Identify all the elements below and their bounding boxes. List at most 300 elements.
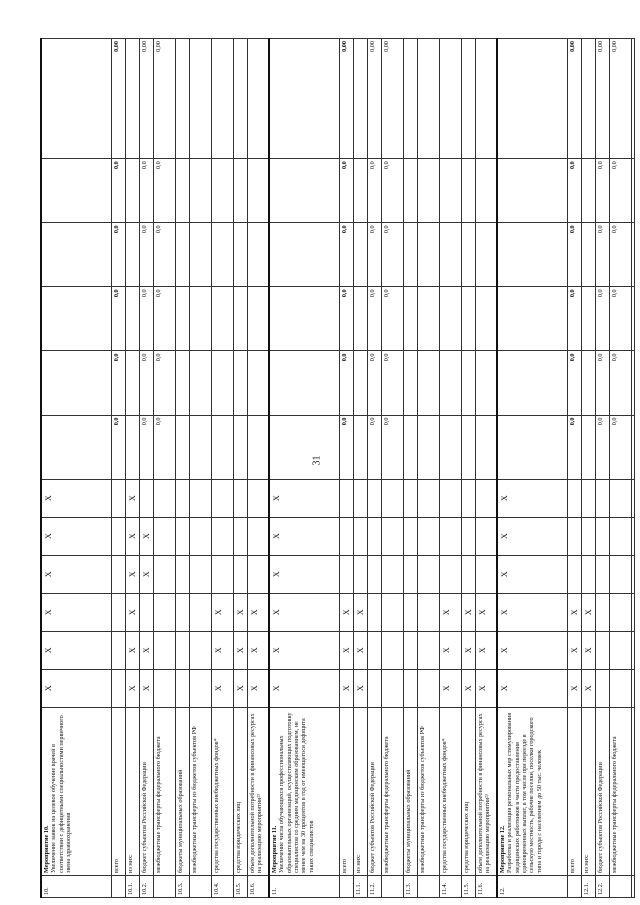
x-mark-cell: X (269, 631, 339, 669)
value-cell (189, 159, 211, 223)
total-value-cell (353, 39, 367, 159)
x-mark-cell: X (497, 555, 567, 593)
budget-table (40, 38, 635, 898)
total-value-cell (417, 39, 439, 159)
x-mark-cell (567, 517, 581, 555)
table-row (353, 39, 367, 898)
value-cell (353, 223, 367, 287)
table-row (139, 39, 153, 898)
total-value-cell (125, 39, 139, 159)
value-cell: 0,0 (567, 287, 581, 351)
x-mark-cell (233, 517, 247, 555)
x-mark-cell (609, 517, 631, 555)
row-description (595, 707, 609, 875)
value-cell: 0,0 (367, 287, 381, 351)
value-cell (417, 223, 439, 287)
value-cell: 0,0 (381, 159, 403, 223)
x-mark-cell (609, 669, 631, 707)
value-cell: 0,0 (567, 415, 581, 479)
row-number: 11.1. (353, 875, 367, 897)
value-cell (247, 351, 269, 415)
value-cell (417, 351, 439, 415)
value-cell (189, 351, 211, 415)
x-mark-cell (111, 631, 125, 669)
table-row (189, 39, 211, 898)
x-mark-cell (403, 517, 417, 555)
value-cell: 0,0 (153, 351, 175, 415)
row-number (339, 875, 353, 897)
row-description (439, 707, 461, 875)
empty-cell (631, 223, 634, 287)
value-cell (475, 287, 497, 351)
x-mark-cell: X (125, 669, 139, 707)
x-mark-cell (211, 517, 233, 555)
value-cell (403, 287, 417, 351)
x-mark-cell (417, 517, 439, 555)
table-row (247, 39, 269, 898)
total-value-cell: 0,00 (595, 39, 609, 159)
value-cell (461, 415, 475, 479)
value-cell: 0,0 (339, 223, 353, 287)
empty-cell (631, 707, 634, 875)
value-cell (403, 223, 417, 287)
total-value-cell (247, 39, 269, 159)
total-value-cell (233, 39, 247, 159)
x-mark-cell (189, 669, 211, 707)
value-cell: 0,0 (153, 159, 175, 223)
value-cell (189, 223, 211, 287)
x-mark-cell (595, 517, 609, 555)
row-number: 11.3. (403, 875, 417, 897)
x-mark-cell: X (567, 593, 581, 631)
x-mark-cell: X (211, 593, 233, 631)
measure-text: Разработка и реализация региональных мер стимулирования медицинских работников в части предоставления единовременных выплат, в том числе при переезде в сельскую местность, рабочие поселки, поселки городского типа и города с населением до 50 тыс. человек (506, 712, 543, 873)
value-cell (175, 415, 189, 479)
total-value-cell: 0,00 (367, 39, 381, 159)
x-mark-cell: X (41, 517, 111, 555)
value-cell (189, 287, 211, 351)
x-mark-cell (475, 517, 497, 555)
x-mark-cell (367, 555, 381, 593)
x-mark-cell (189, 517, 211, 555)
table-row (367, 39, 381, 898)
x-mark-cell: X (581, 669, 595, 707)
x-mark-cell (417, 631, 439, 669)
x-mark-cell (111, 669, 125, 707)
table-row (211, 39, 233, 898)
row-number (381, 875, 403, 897)
x-mark-cell: X (41, 593, 111, 631)
row-number: 12.1. (581, 875, 595, 897)
x-mark-cell (381, 555, 403, 593)
value-cell (353, 159, 367, 223)
value-cell (211, 351, 233, 415)
value-cell (403, 159, 417, 223)
measure-text: бюджеты муниципальных образований (176, 769, 184, 873)
value-cell (269, 351, 339, 415)
x-mark-cell (247, 517, 269, 555)
x-mark-cell (353, 555, 367, 593)
x-mark-cell (189, 555, 211, 593)
measure-text: средства государственных внебюджетных фондов* (212, 738, 220, 873)
value-cell (439, 351, 461, 415)
measure-text: бюджет субъектов Российской Федерации (140, 762, 148, 873)
value-cell: 0,0 (153, 287, 175, 351)
x-mark-cell: X (233, 593, 247, 631)
x-mark-cell (567, 555, 581, 593)
x-mark-cell: X (339, 631, 353, 669)
value-cell (125, 223, 139, 287)
value-cell (125, 159, 139, 223)
x-mark-cell (595, 593, 609, 631)
value-cell (417, 287, 439, 351)
x-mark-cell (417, 555, 439, 593)
row-number: 10.6. (247, 875, 269, 897)
row-description (211, 707, 233, 875)
x-mark-cell (175, 479, 189, 517)
value-cell (497, 351, 567, 415)
x-mark-cell (367, 631, 381, 669)
x-mark-cell: X (439, 593, 461, 631)
table-row (439, 39, 461, 898)
x-mark-cell (595, 669, 609, 707)
value-cell: 0,0 (111, 223, 125, 287)
value-cell (475, 159, 497, 223)
row-description (567, 707, 581, 875)
value-cell: 0,0 (367, 223, 381, 287)
value-cell (581, 223, 595, 287)
measure-text: Увеличение числа обучающихся профессиональных образовательных организаций, осуществляющих подготовку специалистов со средним медицинским образованием, не менее чем на 30 процентов в год от имеющегося дефицита таких специалистов (278, 712, 315, 873)
x-mark-cell (595, 555, 609, 593)
x-mark-cell (247, 555, 269, 593)
value-cell (233, 415, 247, 479)
table-row (125, 39, 139, 898)
row-description (403, 707, 417, 875)
value-cell: 0,0 (609, 287, 631, 351)
row-description (175, 707, 189, 875)
x-mark-cell (111, 593, 125, 631)
table-row (581, 39, 595, 898)
value-cell (247, 223, 269, 287)
measure-text: всего (340, 859, 348, 873)
value-cell (403, 351, 417, 415)
x-mark-cell (175, 631, 189, 669)
row-description (339, 707, 353, 875)
value-cell (247, 415, 269, 479)
x-mark-cell (111, 555, 125, 593)
row-number: 10.1. (125, 875, 139, 897)
table-row (153, 39, 175, 898)
table-row (567, 39, 581, 898)
measure-text: бюджет субъектов Российской Федерации (368, 762, 376, 873)
value-cell (439, 415, 461, 479)
x-mark-cell: X (41, 631, 111, 669)
measure-text: всего (568, 859, 576, 873)
row-number (111, 875, 125, 897)
row-description (417, 707, 439, 875)
x-mark-cell: X (269, 593, 339, 631)
row-description (461, 707, 475, 875)
value-cell (353, 351, 367, 415)
x-mark-cell (111, 517, 125, 555)
value-cell (403, 415, 417, 479)
row-number (417, 875, 439, 897)
row-description (247, 707, 269, 875)
x-mark-cell: X (41, 479, 111, 517)
x-mark-cell (153, 479, 175, 517)
x-mark-cell (153, 555, 175, 593)
x-mark-cell: X (247, 669, 269, 707)
value-cell: 0,0 (339, 159, 353, 223)
x-mark-cell (153, 517, 175, 555)
value-cell (211, 415, 233, 479)
value-cell: 0,0 (111, 287, 125, 351)
x-mark-cell: X (211, 669, 233, 707)
value-cell (461, 287, 475, 351)
x-mark-cell (609, 593, 631, 631)
value-cell: 0,0 (339, 351, 353, 415)
row-number: 11.5. (461, 875, 475, 897)
filler-row (631, 39, 634, 898)
table-row (339, 39, 353, 898)
x-mark-cell (153, 669, 175, 707)
row-number: 11. (269, 875, 339, 897)
x-mark-cell: X (139, 631, 153, 669)
x-mark-cell: X (567, 669, 581, 707)
x-mark-cell: X (475, 593, 497, 631)
x-mark-cell: X (567, 631, 581, 669)
value-cell: 0,0 (153, 415, 175, 479)
x-mark-cell: X (439, 631, 461, 669)
measure-text: из них: (582, 854, 590, 873)
x-mark-cell (609, 555, 631, 593)
x-mark-cell: X (125, 593, 139, 631)
measure-text: объем дополнительной потребности в финансовых ресурсах на реализацию мероприятия²³ (476, 713, 491, 873)
value-cell (417, 415, 439, 479)
total-value-cell (211, 39, 233, 159)
x-mark-cell: X (461, 593, 475, 631)
x-mark-cell (339, 517, 353, 555)
row-number: 10.2. (139, 875, 153, 897)
value-cell (497, 159, 567, 223)
value-cell: 0,0 (609, 159, 631, 223)
x-mark-cell (403, 631, 417, 669)
measure-title: Мероприятие 11. (271, 825, 278, 873)
value-cell (461, 351, 475, 415)
measure-title: Мероприятие 10. (43, 825, 50, 873)
row-number: 10.5. (233, 875, 247, 897)
row-number (567, 875, 581, 897)
x-mark-cell (461, 517, 475, 555)
x-mark-cell: X (233, 631, 247, 669)
x-mark-cell (403, 479, 417, 517)
x-mark-cell (581, 517, 595, 555)
measure-text: из них: (126, 854, 134, 873)
measure-text: средства юридических лиц (234, 801, 242, 873)
x-mark-cell: X (125, 631, 139, 669)
x-mark-cell (581, 479, 595, 517)
table-row (461, 39, 475, 898)
x-mark-cell (609, 479, 631, 517)
x-mark-cell (567, 479, 581, 517)
row-description (609, 707, 631, 875)
empty-cell (631, 351, 634, 415)
x-mark-cell (175, 593, 189, 631)
value-cell (269, 415, 339, 479)
row-description (125, 707, 139, 875)
x-mark-cell (367, 517, 381, 555)
value-cell: 0,0 (609, 415, 631, 479)
row-number: 10.4. (211, 875, 233, 897)
value-cell (41, 415, 111, 479)
measure-text: Увеличение заявок на целевое обучение врачей в соответствии с дефицитными специальностями первичного звена здравоохранения (50, 715, 72, 873)
x-mark-cell (475, 555, 497, 593)
value-cell: 0,0 (381, 287, 403, 351)
x-mark-cell: X (339, 669, 353, 707)
x-mark-cell: X (233, 669, 247, 707)
x-mark-cell (111, 479, 125, 517)
value-cell: 0,0 (367, 415, 381, 479)
value-cell (247, 287, 269, 351)
value-cell (125, 287, 139, 351)
row-number (609, 875, 631, 897)
x-mark-cell (595, 479, 609, 517)
value-cell (233, 223, 247, 287)
value-cell: 0,0 (381, 351, 403, 415)
x-mark-cell: X (339, 593, 353, 631)
row-description (153, 707, 175, 875)
x-mark-cell (153, 631, 175, 669)
x-mark-cell: X (125, 517, 139, 555)
empty-cell (631, 415, 634, 479)
x-mark-cell (175, 517, 189, 555)
value-cell: 0,0 (381, 223, 403, 287)
value-cell: 0,0 (381, 415, 403, 479)
row-number: 12. (497, 875, 567, 897)
row-description (475, 707, 497, 875)
measure-text: бюджет субъектов Российской Федерации (596, 762, 604, 873)
x-mark-cell (233, 479, 247, 517)
x-mark-cell (403, 669, 417, 707)
empty-cell (631, 517, 634, 555)
x-mark-cell: X (125, 479, 139, 517)
x-mark-cell: X (41, 555, 111, 593)
x-mark-cell: X (497, 593, 567, 631)
x-mark-cell: X (581, 593, 595, 631)
x-mark-cell: X (269, 479, 339, 517)
value-cell: 0,0 (595, 223, 609, 287)
row-number: 11.4. (439, 875, 461, 897)
x-mark-cell: X (461, 631, 475, 669)
row-description (269, 707, 339, 875)
x-mark-cell (439, 555, 461, 593)
x-mark-cell (367, 479, 381, 517)
value-cell (41, 159, 111, 223)
rotated-table-frame (40, 38, 618, 898)
measure-text: межбюджетные трансферты из бюджетов субъектов РФ (190, 726, 198, 873)
x-mark-cell (439, 517, 461, 555)
value-cell: 0,0 (153, 223, 175, 287)
x-mark-cell (189, 479, 211, 517)
x-mark-cell: X (475, 669, 497, 707)
value-cell (581, 351, 595, 415)
row-description (139, 707, 153, 875)
x-mark-cell (233, 555, 247, 593)
measure-text: объем дополнительной потребности в финансовых ресурсах на реализацию мероприятия²³ (248, 713, 263, 873)
table-row (497, 39, 567, 898)
table-row (233, 39, 247, 898)
x-mark-cell (211, 555, 233, 593)
value-cell: 0,0 (367, 351, 381, 415)
value-cell (175, 287, 189, 351)
value-cell (211, 223, 233, 287)
value-cell: 0,0 (567, 351, 581, 415)
row-description (189, 707, 211, 875)
row-description (41, 707, 111, 875)
total-value-cell: 0,00 (567, 39, 581, 159)
value-cell: 0,0 (567, 159, 581, 223)
value-cell (125, 415, 139, 479)
value-cell (175, 351, 189, 415)
x-mark-cell (381, 593, 403, 631)
empty-cell (631, 631, 634, 669)
value-cell (475, 351, 497, 415)
total-value-cell (439, 39, 461, 159)
value-cell (211, 159, 233, 223)
x-mark-cell (175, 555, 189, 593)
x-mark-cell: X (41, 669, 111, 707)
empty-cell (631, 479, 634, 517)
value-cell (439, 223, 461, 287)
measure-text: всего (112, 859, 120, 873)
table-row (111, 39, 125, 898)
value-cell (475, 223, 497, 287)
value-cell: 0,0 (595, 159, 609, 223)
table-row (41, 39, 111, 898)
table-row (475, 39, 497, 898)
x-mark-cell (475, 479, 497, 517)
value-cell (269, 223, 339, 287)
value-cell (175, 159, 189, 223)
x-mark-cell: X (139, 555, 153, 593)
value-cell (497, 415, 567, 479)
row-number: 10.3. (175, 875, 189, 897)
value-cell: 0,0 (139, 415, 153, 479)
x-mark-cell: X (211, 631, 233, 669)
value-cell (581, 159, 595, 223)
value-cell: 0,0 (595, 415, 609, 479)
x-mark-cell (339, 479, 353, 517)
x-mark-cell: X (497, 669, 567, 707)
empty-cell (631, 159, 634, 223)
value-cell (125, 351, 139, 415)
total-value-cell (581, 39, 595, 159)
value-cell: 0,0 (111, 415, 125, 479)
value-cell (189, 415, 211, 479)
x-mark-cell (381, 669, 403, 707)
x-mark-cell (139, 593, 153, 631)
x-mark-cell: X (247, 593, 269, 631)
value-cell (41, 223, 111, 287)
value-cell (175, 223, 189, 287)
x-mark-cell (403, 555, 417, 593)
x-mark-cell (461, 479, 475, 517)
value-cell: 0,0 (139, 287, 153, 351)
x-mark-cell (353, 517, 367, 555)
x-mark-cell (417, 669, 439, 707)
value-cell: 0,0 (111, 159, 125, 223)
x-mark-cell: X (581, 631, 595, 669)
